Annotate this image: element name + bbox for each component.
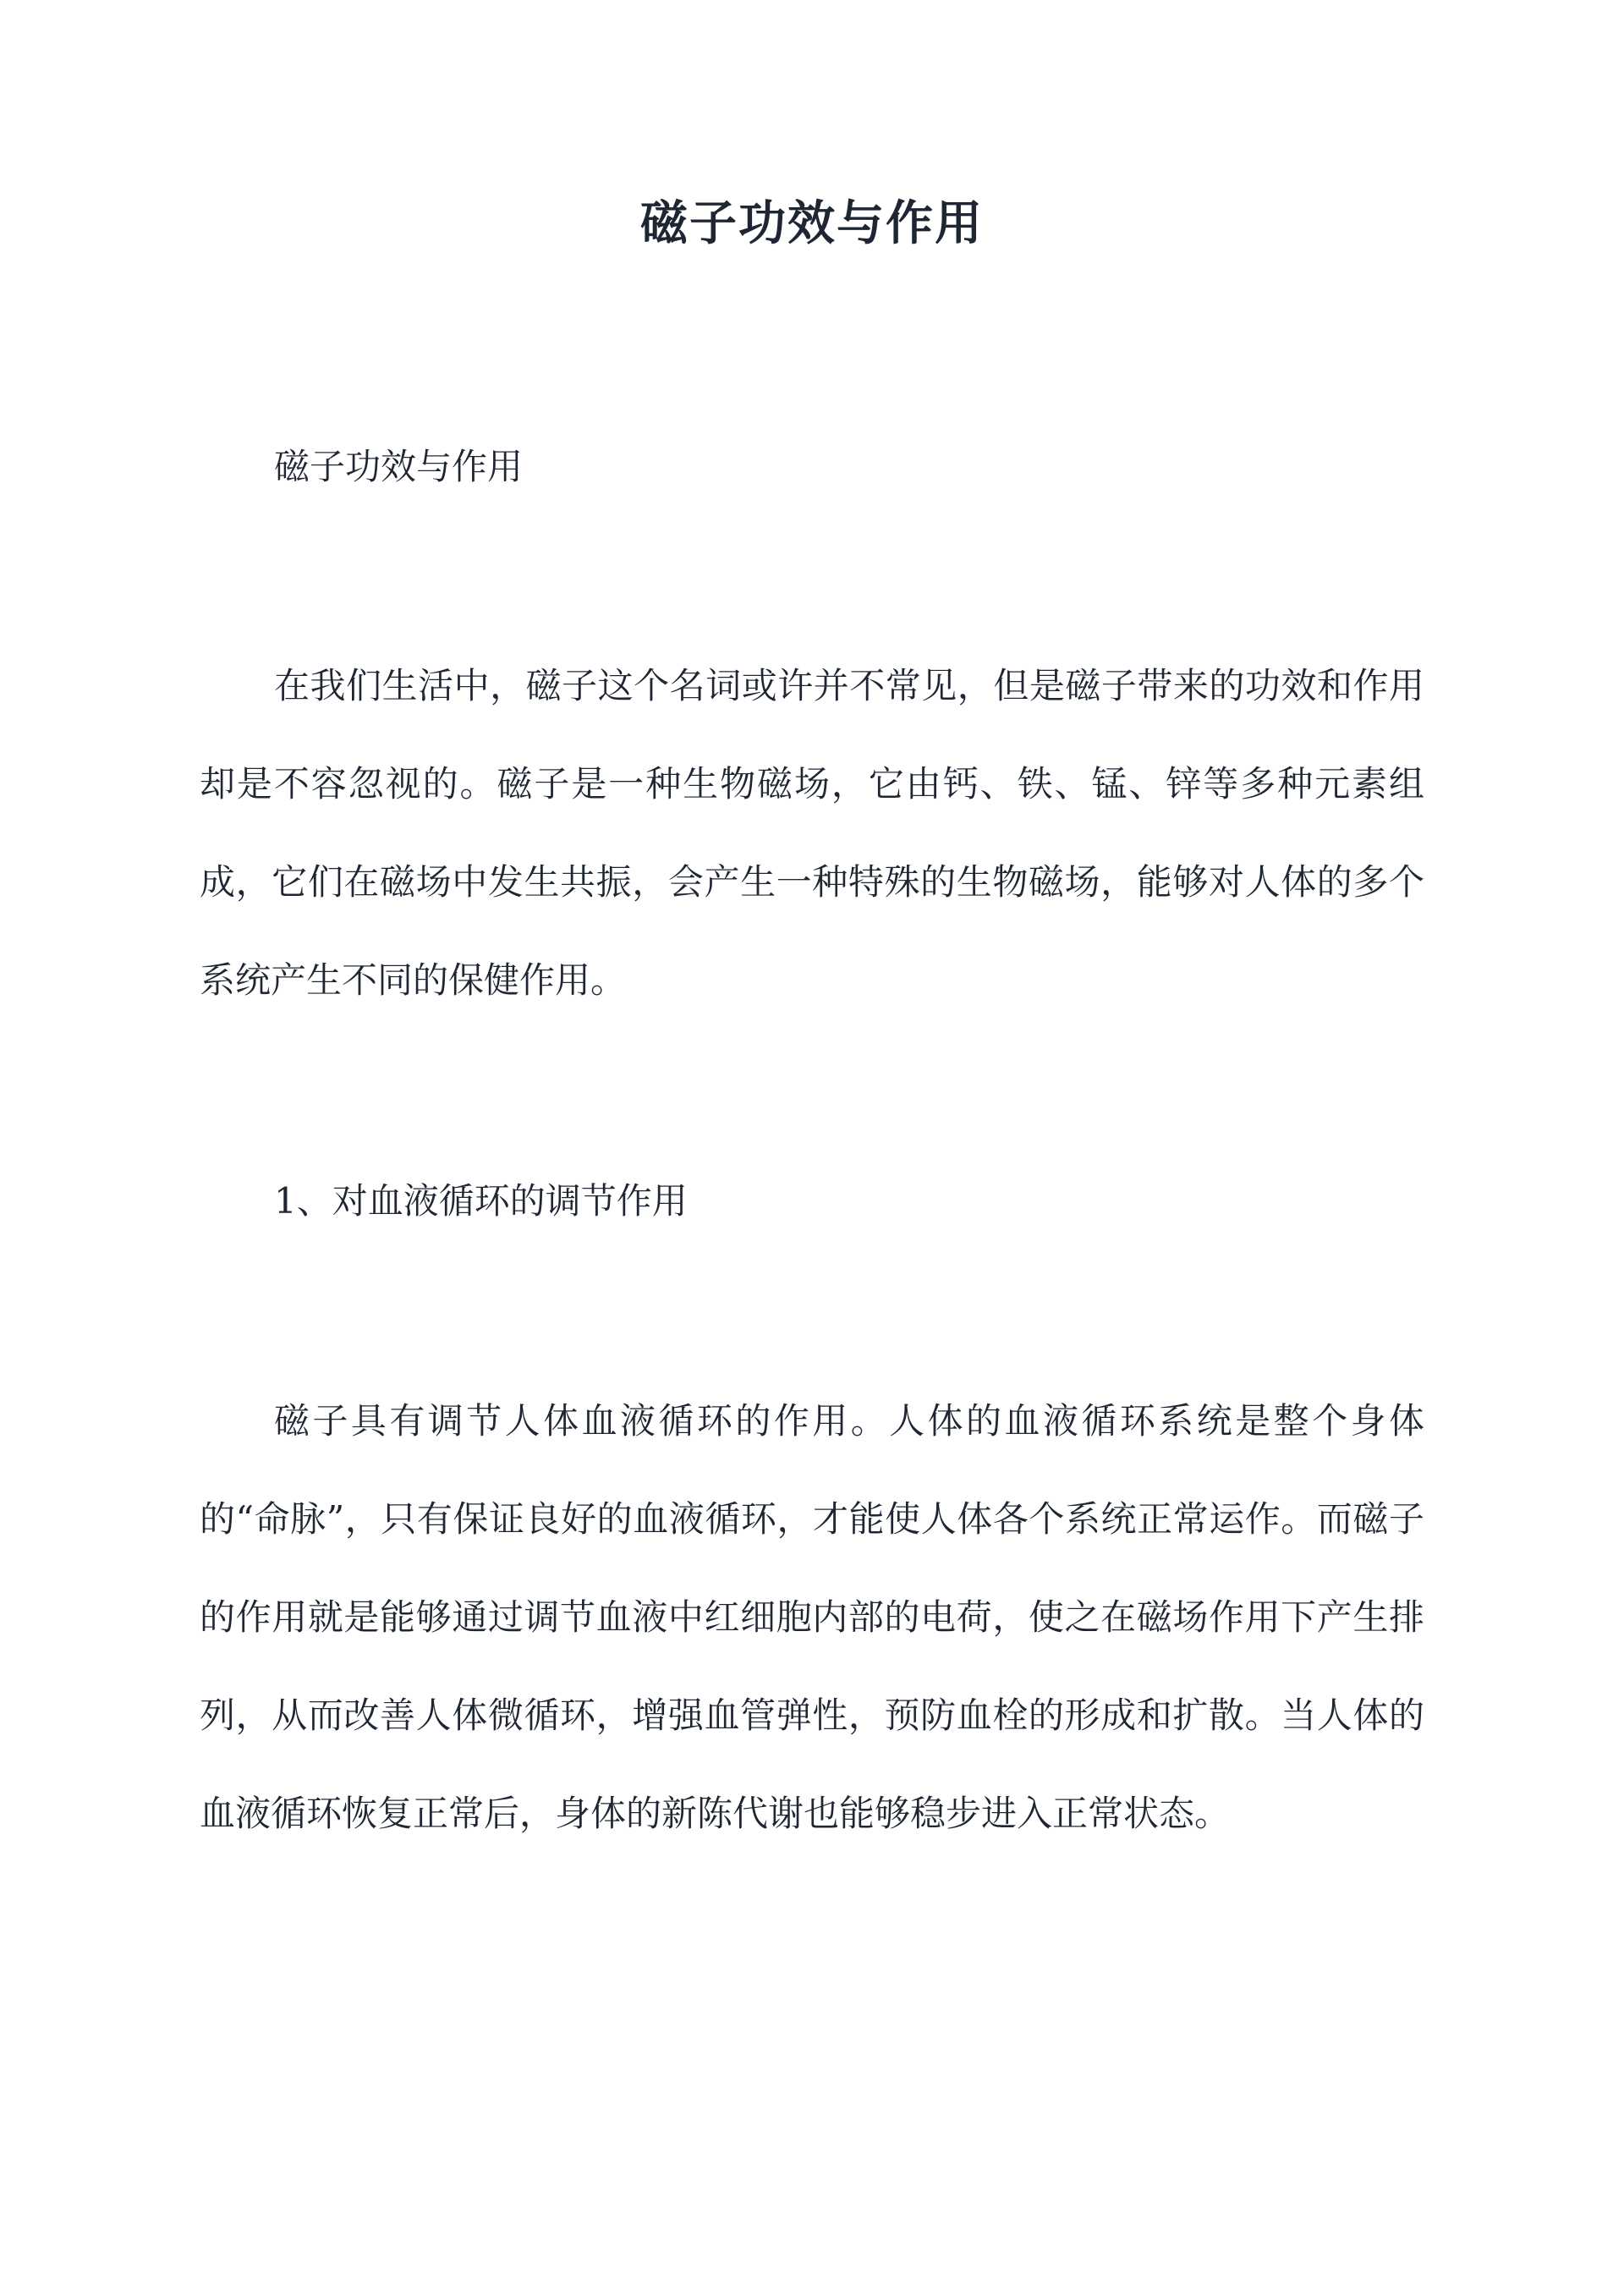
document-subtitle: 磁子功效与作用: [274, 446, 524, 487]
section-heading-blood-circulation: 1、对血液循环的调节作用: [274, 1180, 688, 1222]
intro-paragraph: 在我们生活中，磁子这个名词或许并不常见，但是磁子带来的功效和作用却是不容忽视的。磁子是一种生物磁场，它由钙、铁、锰、锌等多种元素组成，它们在磁场中发生共振，会产生一种特殊的生物磁场，能够对人体的多个系统产生不同的保健作用。: [200, 665, 1424, 1001]
document-title: 磁子功效与作用: [640, 195, 984, 251]
section-body-blood-circulation: 磁子具有调节人体血液循环的作用。人体的血液循环系统是整个身体的“命脉”，只有保证良好的血液循环，才能使人体各个系统正常运作。而磁子的作用就是能够通过调节血液中红细胞内部的电荷，使之在磁场作用下产生排列，从而改善人体微循环，增强血管弹性，预防血栓的形成和扩散。当人体的血液循环恢复正常后，身体的新陈代谢也能够稳步进入正常状态。: [200, 1400, 1424, 1834]
